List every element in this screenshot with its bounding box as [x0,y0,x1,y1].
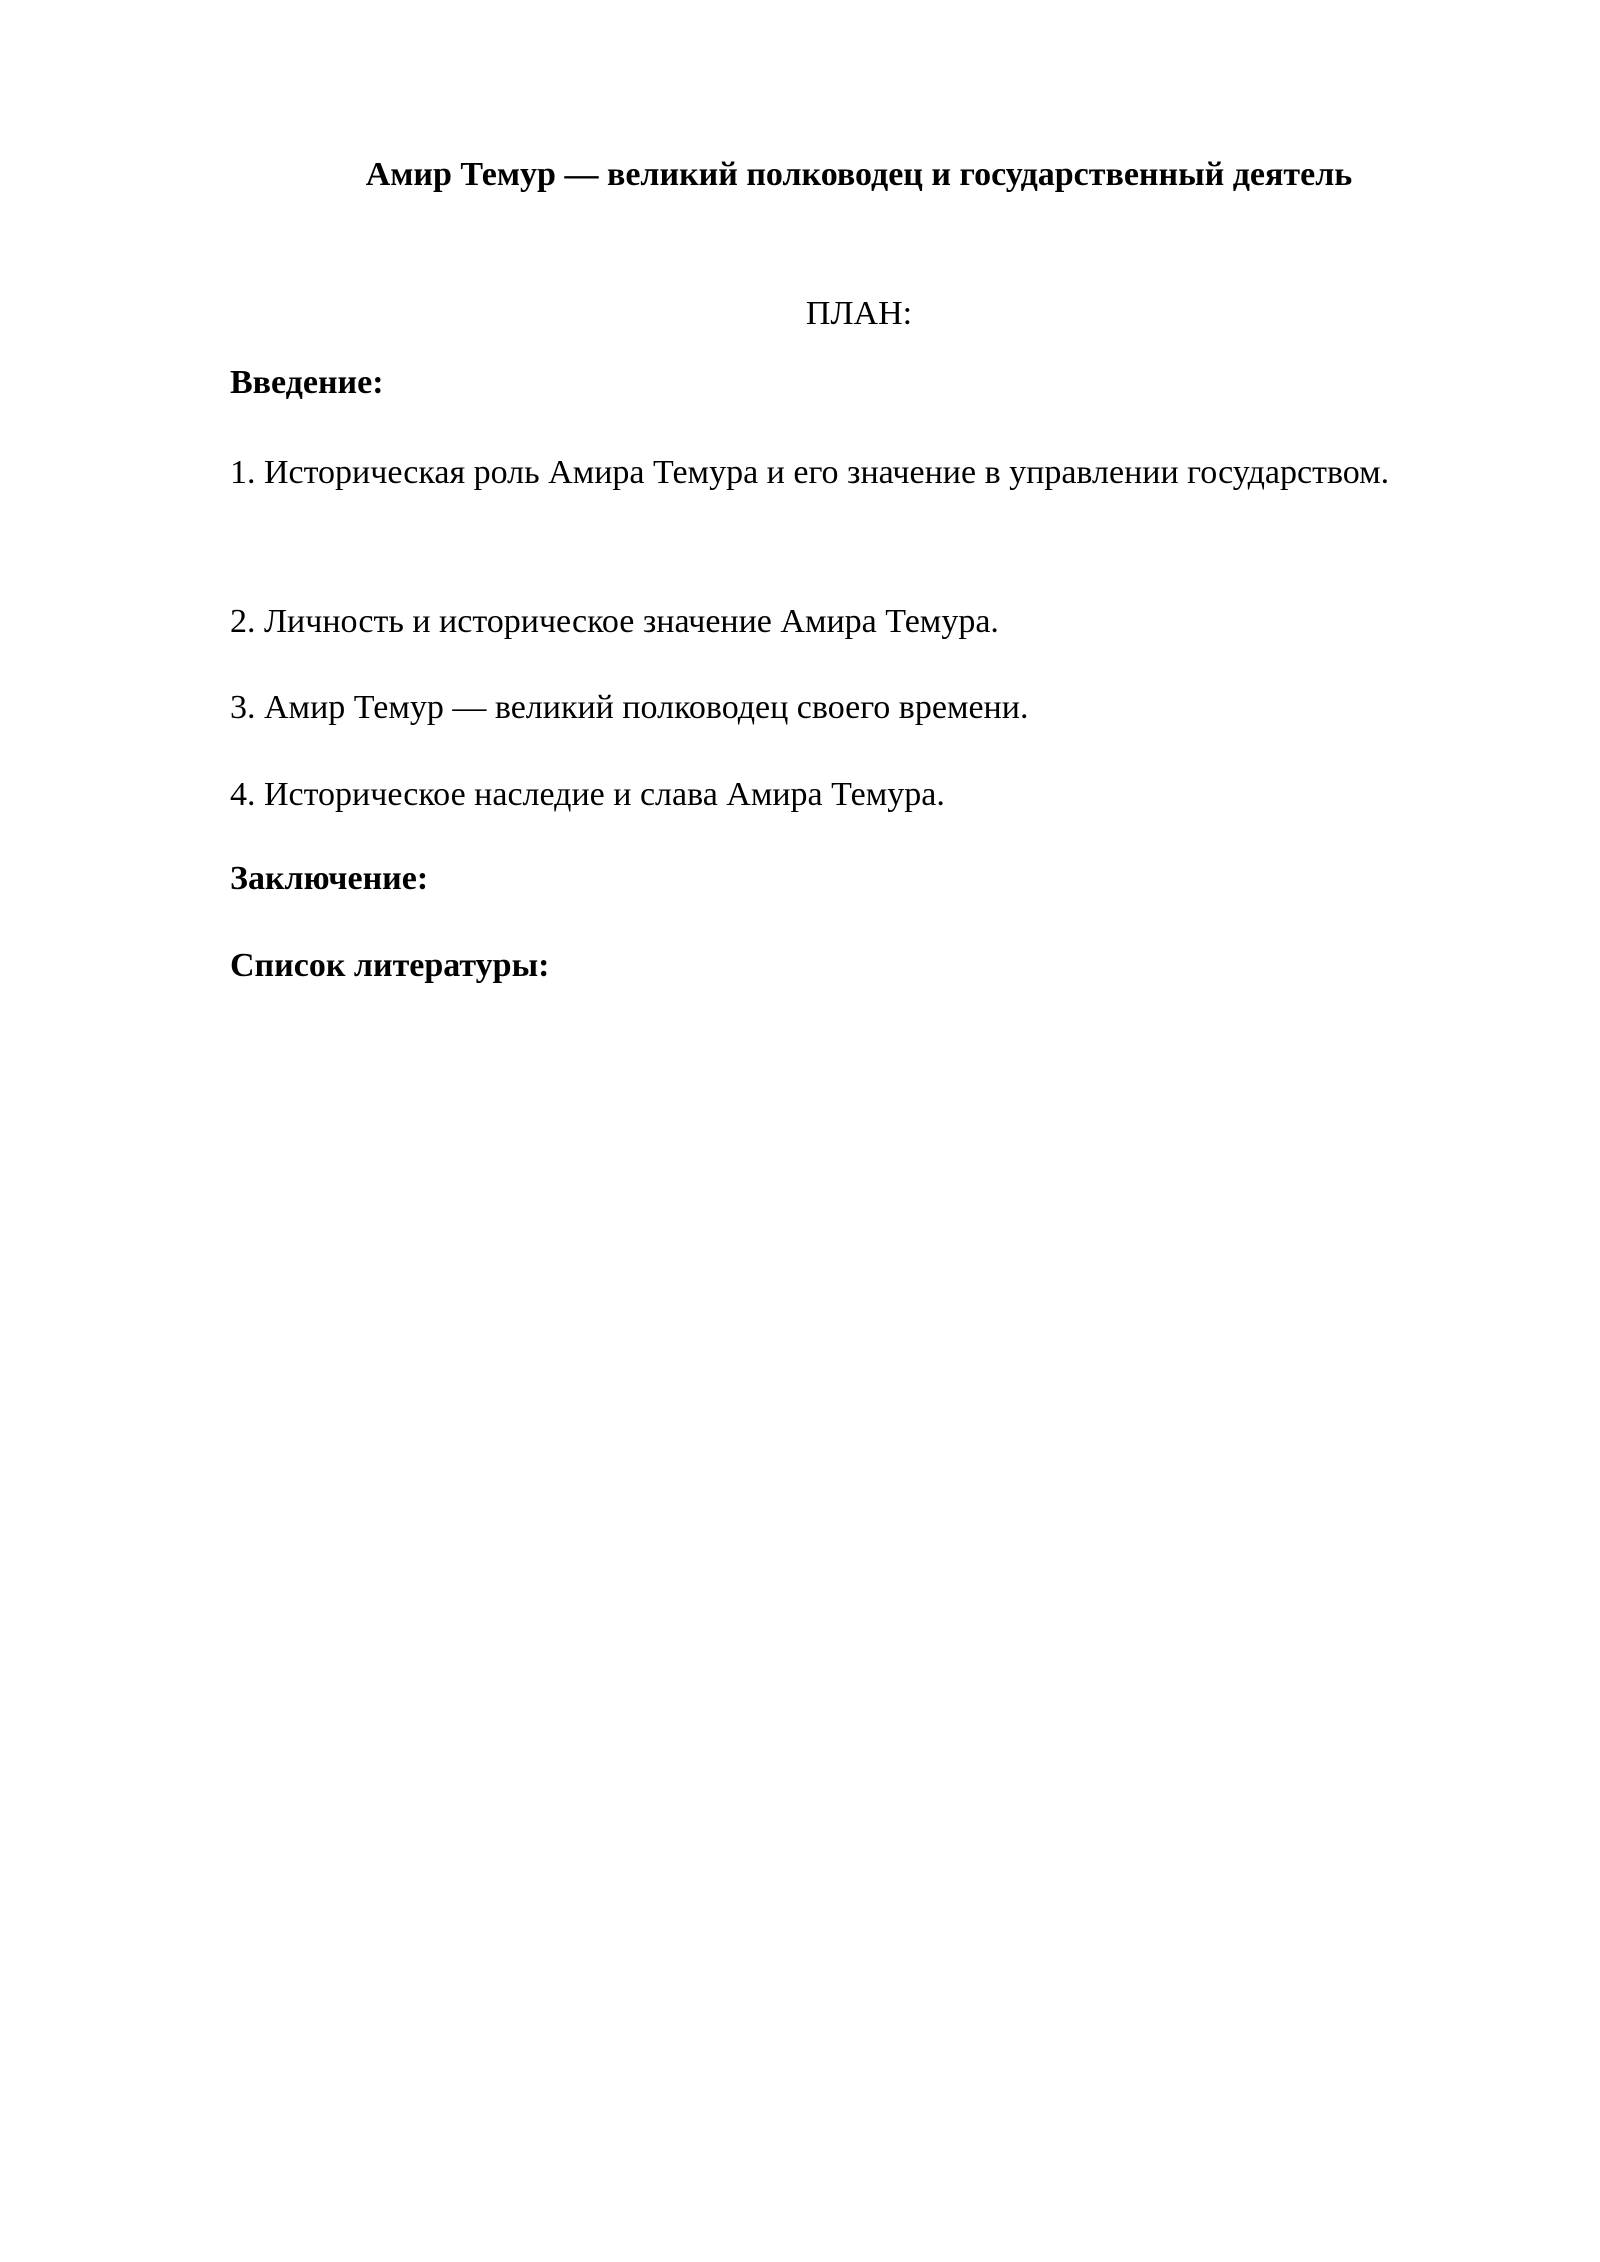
plan-heading: ПЛАН: [805,295,913,332]
plan-item-3: 3. Амир Темур — великий полководец своего времени. [230,689,1029,726]
plan-item-1: 1. Историческая роль Амира Темура и его значение в управлении государством. [230,454,1390,491]
references-heading: Список литературы: [230,947,550,984]
plan-item-4: 4. Историческое наследие и слава Амира Темура. [230,776,945,813]
plan-item-2: 2. Личность и историческое значение Амира Темура. [230,603,999,640]
introduction-heading: Введение: [230,364,384,401]
conclusion-heading: Заключение: [230,860,429,897]
document-title: Амир Темур — великий полководец и государственный деятель [365,156,1353,193]
